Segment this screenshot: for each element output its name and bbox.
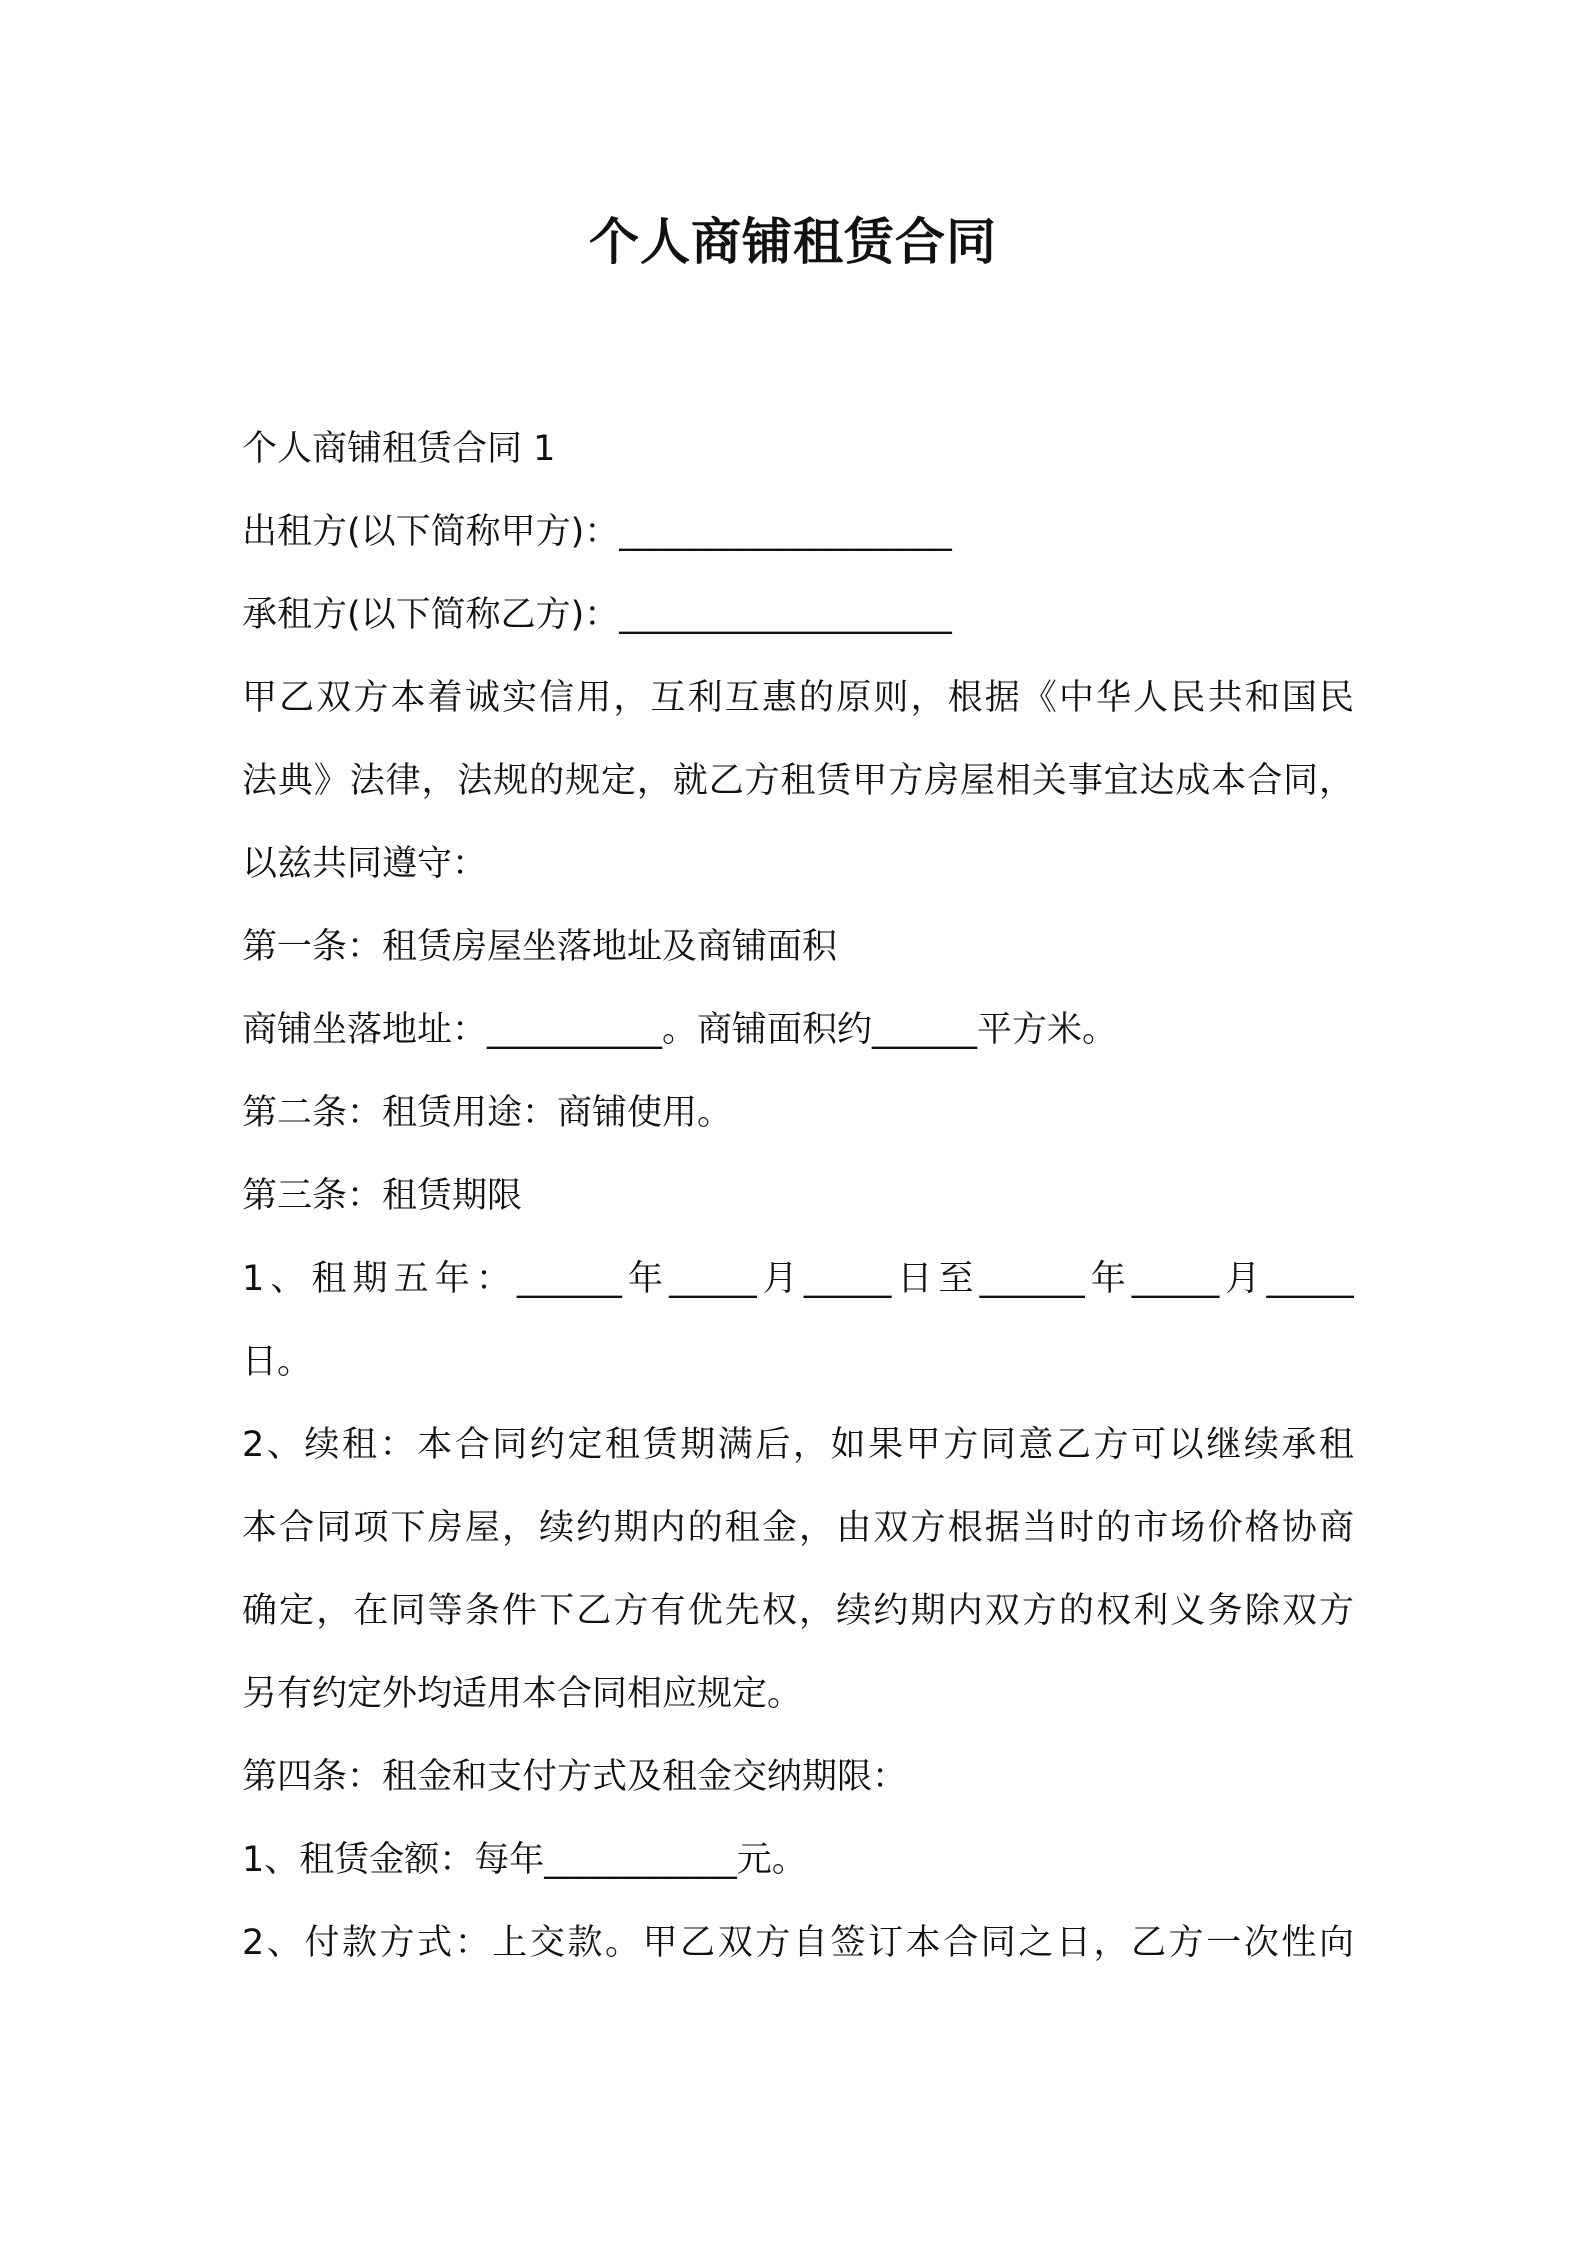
renewal-line: 确定，在同等条件下乙方有优先权，续约期内双方的权利义务除双方 (242, 1591, 1354, 1631)
lessee-line: 承租方(以下简称乙方)：___________________ (242, 595, 952, 635)
preamble-line: 法典》法律，法规的规定，就乙方租赁甲方房屋相关事宜达成本合同， (242, 761, 1354, 801)
article-2-heading: 第二条：租赁用途：商铺使用。 (242, 1093, 733, 1133)
preamble-line: 以兹共同遵守： (242, 844, 488, 884)
rent-amount-line: 1、租赁金额：每年___________元。 (242, 1840, 807, 1880)
renewal-line: 本合同项下房屋，续约期内的租金，由双方根据当时的市场价格协商 (242, 1508, 1354, 1548)
document-body (242, 408, 1354, 1985)
article-4-heading: 第四条：租金和支付方式及租金交纳期限： (242, 1757, 908, 1797)
renewal-line: 2、续租：本合同约定租赁期满后，如果甲方同意乙方可以继续承租 (242, 1425, 1354, 1465)
preamble-line: 甲乙双方本着诚实信用，互利互惠的原则，根据《中华人民共和国民 (242, 678, 1354, 718)
article-1-heading: 第一条：租赁房屋坐落地址及商铺面积 (242, 927, 838, 967)
shop-address-line: 商铺坐落地址：__________。商铺面积约______平方米。 (242, 1010, 1118, 1050)
lease-term-line: 日。 (242, 1342, 313, 1382)
document-title: 个人商铺租赁合同 (589, 213, 997, 271)
contract-heading-line: 个人商铺租赁合同 1 (242, 429, 556, 469)
lease-term-line: 1、租期五年：______年_____月_____日至______年_____月_____ (242, 1259, 1354, 1299)
payment-method-line: 2、付款方式：上交款。甲乙双方自签订本合同之日，乙方一次性向 (242, 1923, 1354, 1963)
lessor-line: 出租方(以下简称甲方)：___________________ (242, 512, 952, 552)
article-3-heading: 第三条：租赁期限 (242, 1176, 523, 1216)
renewal-line: 另有约定外均适用本合同相应规定。 (242, 1674, 803, 1714)
